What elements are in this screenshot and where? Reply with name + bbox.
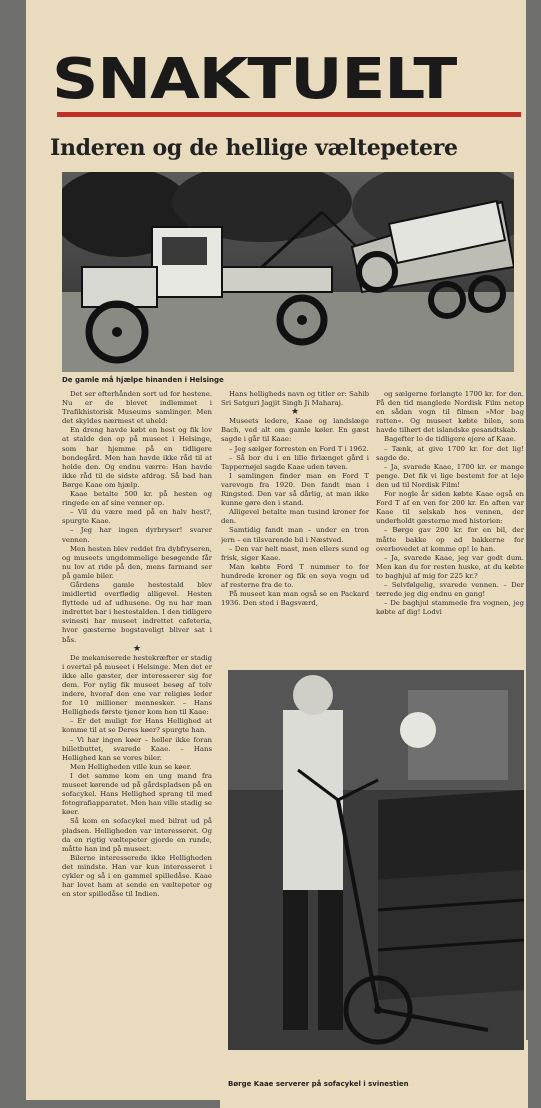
paragraph: – Selvfølgelig, svarede vennen. – Der tørrede jeg dig endnu en gang! (376, 580, 524, 599)
paragraph: Alligevel betalte man tusind kroner for den. (221, 508, 369, 526)
paragraph: Museets ledere, Kaae og landslæge Bach, ved alt om gamle køler. En gæst sagde i går til Kaae: (221, 417, 369, 444)
paragraph: – Ja, svarede Kaae, jeg var godt dum. Men kan du for resten huske, at du købte to baghjul af mig for 225 kr.? (376, 553, 524, 580)
paragraph: – Børge gav 200 kr. for en bil, der måtte bakke op ad bakkerne for overbovedet at komme op! le han. (376, 526, 524, 553)
paragraph: Kaae betalte 500 kr. på hesten og ringede en af sine venner op. (62, 490, 212, 508)
paragraph: For nogle år siden købte Kaae også en Ford T af en ven for 200 kr. En aften var Kaae til selskab hos vennen, der underholdt gæsterne med historien: (376, 490, 524, 526)
paragraph: – Tænk, at give 1700 kr. for det lig! sagde de. (376, 444, 524, 462)
paragraph: – Vil du være med på en halv hest?, spurgte Kaae. (62, 508, 212, 526)
newspaper-clipping-tail (220, 1040, 528, 1108)
paragraph: – Jeg sælger forresten en Ford T i 1962. (229, 444, 369, 453)
paragraph: Men Helligheden ville kun se køer. (70, 762, 192, 771)
paragraph: – De baghjul stammede fra vognen, jeg købte af dig! Lodvi (376, 599, 524, 617)
paragraph: – Jeg har ingen dyrbryser! svarer vennen. (62, 526, 212, 544)
paragraph: – Vi har ingen køer – heller ikke foran billetbuttet, svarede Kaae. – Hans Hellighed kan se vores biler. (62, 735, 212, 762)
article-column-3 (376, 390, 524, 670)
masthead: SNAKTUELT (52, 47, 457, 112)
paragraph: Men hesten blev reddet fra dybfryseren, og museets ungdommelige besøgende får nu lov at ride på den, mens farmand ser på gamle biler. (62, 544, 212, 580)
paragraph: – Ja, svarede Kaae, 1700 kr. er mange penge. Det fik vi lige bestemt for at leje den ud til Nordisk Film! (376, 462, 524, 489)
section-star: ★ (132, 643, 142, 654)
paragraph: – Så bor du i en lille firlænget gård i Tappernøjel sagde Kaae uden tøven. (221, 453, 369, 471)
paragraph: Bagefter lo de tidligere ejere af Kaae. (384, 435, 516, 444)
paragraph: Hans helligheds navn og titler er: Sahib Sri Satguri Jagjit Singh Ji Maharaj. (221, 390, 369, 408)
paragraph: og sælgerne forlangte 1700 kr. for den. På den tid manglede Nordisk Film netop en sådan vogn til filmen »Mor bag ratten«. Og museet købte bilen, som havde tilhørt det islandske gesandtskab. (376, 390, 524, 435)
photo-caption: De gamle må hjælpe hinanden i Helsinge (62, 376, 224, 384)
paragraph: Gårdens gamle hestestald blev imidlertid overflødig alligevel. Hesten flyttede ud af udhusene. Og nu har man indrettet bar i hestestalden. I den tidligere svinesti har museet indrettet cafeteria, hvor gæsterne bogstaveligt bliver sat i bås. (62, 580, 212, 644)
paragraph: I samlingen finder man en Ford T varevogn fra 1920. Den fandt man i Ringsted. Den var så dårlig, at man ikke kunne gøre den i stand. (221, 471, 369, 508)
paragraph: Man købte Ford T nummer to for hundrede kroner og fik en soya vogn ud af resterne fra de to. (221, 562, 369, 589)
photo-caption: Børge Kaae serverer på sofacykel i svinestien (228, 1080, 409, 1088)
paragraph: På museet kan man også se en Packard 1936. Den stod i Bagsværd, (221, 590, 369, 608)
paragraph: Bilerne interesserede ikke Helligheden det mindste. Han var kun interesseret i cykler og så i en gammel spilledåse. Kaae har lovet ham at sende en væltepeter og en stor spilledåse til Indien. (62, 853, 212, 899)
section-star: ★ (290, 407, 300, 418)
paragraph: En dreng havde købt en hest og fik lov at stalde den op på museet i Helsinge, som har hjemme på en tidligere bondegård. Men han havde ikke råd til at holde den. Og endnu værre: Han havde ikke råd til de sidste afdrag. Så bad han Børge Kaae om hjælp. (62, 426, 212, 489)
masthead-rule (57, 112, 521, 117)
paragraph: – Den var helt mast, men ellers sund og frisk, siger Kaae. (221, 544, 369, 562)
paragraph: Så kom en sofacykel med bilrat ud på pladsen. Helligheden var interesseret. Og da en rigtig væltepeter gjorde en runde, måtte han ind på museet. (62, 817, 212, 853)
article-column-1 (62, 390, 212, 980)
paragraph: Samtidig fandt man – under en tron jern – en tilsvarende bil i Næstved. (221, 526, 369, 544)
paragraph: Det ser efterhånden sort ud for hestene. Nu er de blevet indlemmet i Trafikhistorisk Museums samlinger. Men det skyldes nærmest et uheld: (62, 390, 212, 426)
paragraph: – Er det muligt for Hans Hellighed at komme til at se Deres køer? spurgte han. (62, 717, 212, 735)
headline: Inderen og de hellige væltepetere (50, 135, 458, 161)
sofa-bicycle-photo (228, 670, 524, 1050)
paragraph: I det samme kom en ung mand fra museet kørende ud på gårdspladsen på en sofacykel. Hans Hellighed sprang til med fotografiapparatet. Men han ville stadig se køer. (62, 771, 212, 817)
vintage-cars-photo (62, 172, 514, 372)
article-column-2 (221, 390, 369, 670)
paragraph: De mekaniserede hestekræfter er stadig i overtal på museet i Helsinge. Men det er ikke alle gæster, der interesserer sig for dem. For nylig fik museet besøg af tolv indere, hvoraf den ene var religiøs leder for 10 millioner mennesker. – Hans Helligheds første tjener kom hen til Kaae: (62, 653, 212, 717)
